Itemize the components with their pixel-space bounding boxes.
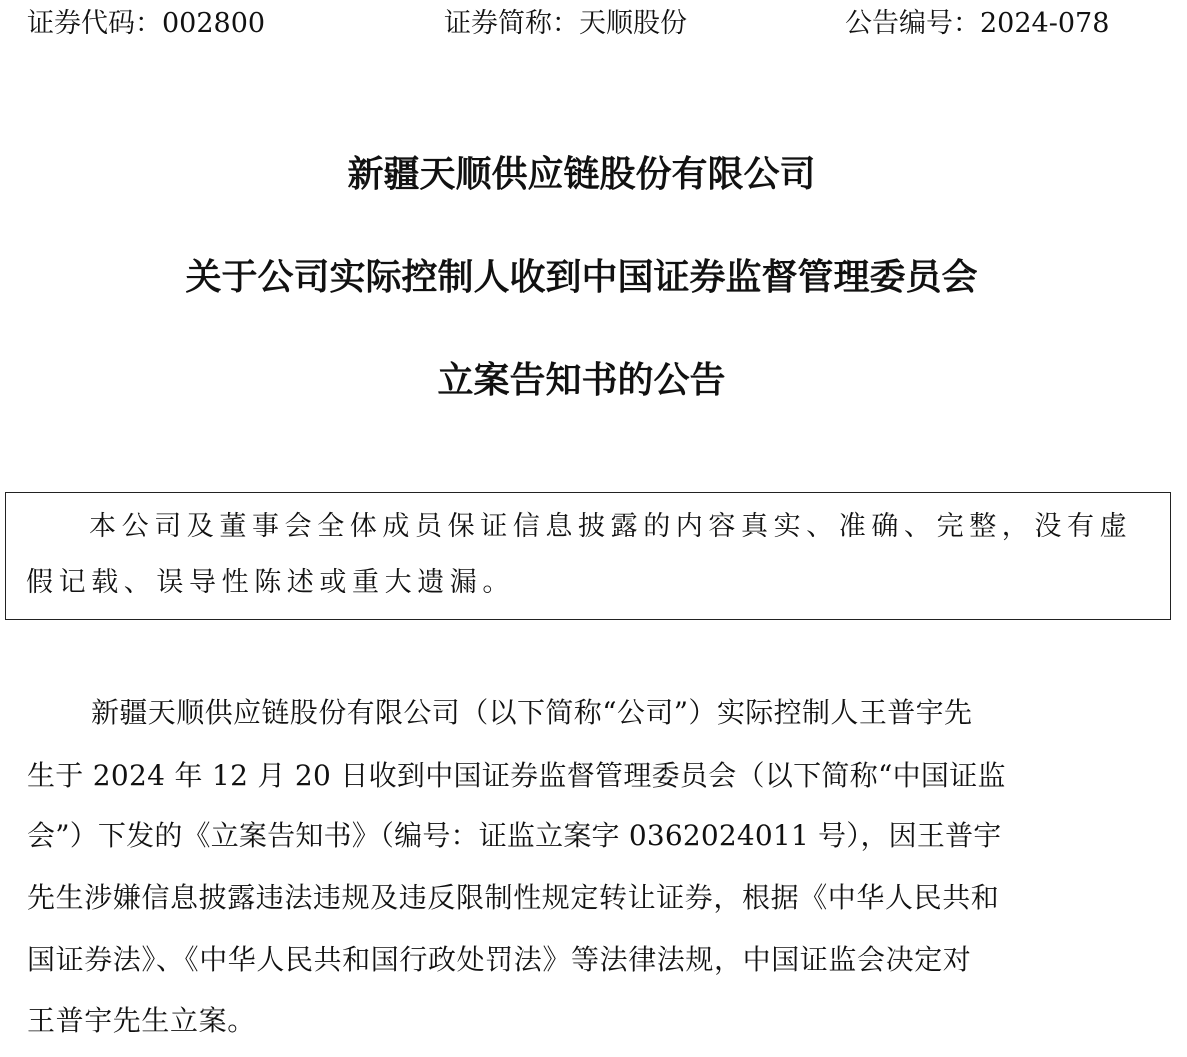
- body-line: 先生涉嫌信息披露违法违规及违反限制性规定转让证券，根据《中华人民共和: [27, 881, 1000, 914]
- disclaimer-box: [5, 492, 1171, 620]
- body-line: 国证券法》、《中华人民共和国行政处罚法》等法律法规，中国证监会决定对: [27, 943, 972, 976]
- company-name-title: 新疆天顺供应链股份有限公司: [347, 154, 816, 195]
- disclaimer-line: 本公司及董事会全体成员保证信息披露的内容真实、准确、完整，没有虚: [89, 511, 1133, 542]
- announcement-title-line1: 关于公司实际控制人收到中国证券监督管理委员会: [185, 257, 978, 298]
- body-line: 生于 2024 年 12 月 20 日收到中国证券监督管理委员会（以下简称“中国证监: [27, 759, 1006, 792]
- securities-code: 证券代码：002800: [27, 8, 266, 39]
- body-line: 会”）下发的《立案告知书》（编号：证监立案字 0362024011 号），因王普宇: [27, 819, 1002, 852]
- body-line: 王普宇先生立案。: [27, 1004, 256, 1037]
- body-line: 新疆天顺供应链股份有限公司（以下简称“公司”）实际控制人王普宇先: [91, 696, 973, 729]
- securities-abbreviation: 证券简称：天顺股份: [444, 8, 687, 39]
- announcement-title-line2: 立案告知书的公告: [437, 360, 726, 401]
- announcement-number: 公告编号：2024-078: [845, 8, 1110, 39]
- document-header: [0, 4, 1187, 44]
- disclaimer-line: 假记载、误导性陈述或重大遗漏。: [26, 567, 515, 598]
